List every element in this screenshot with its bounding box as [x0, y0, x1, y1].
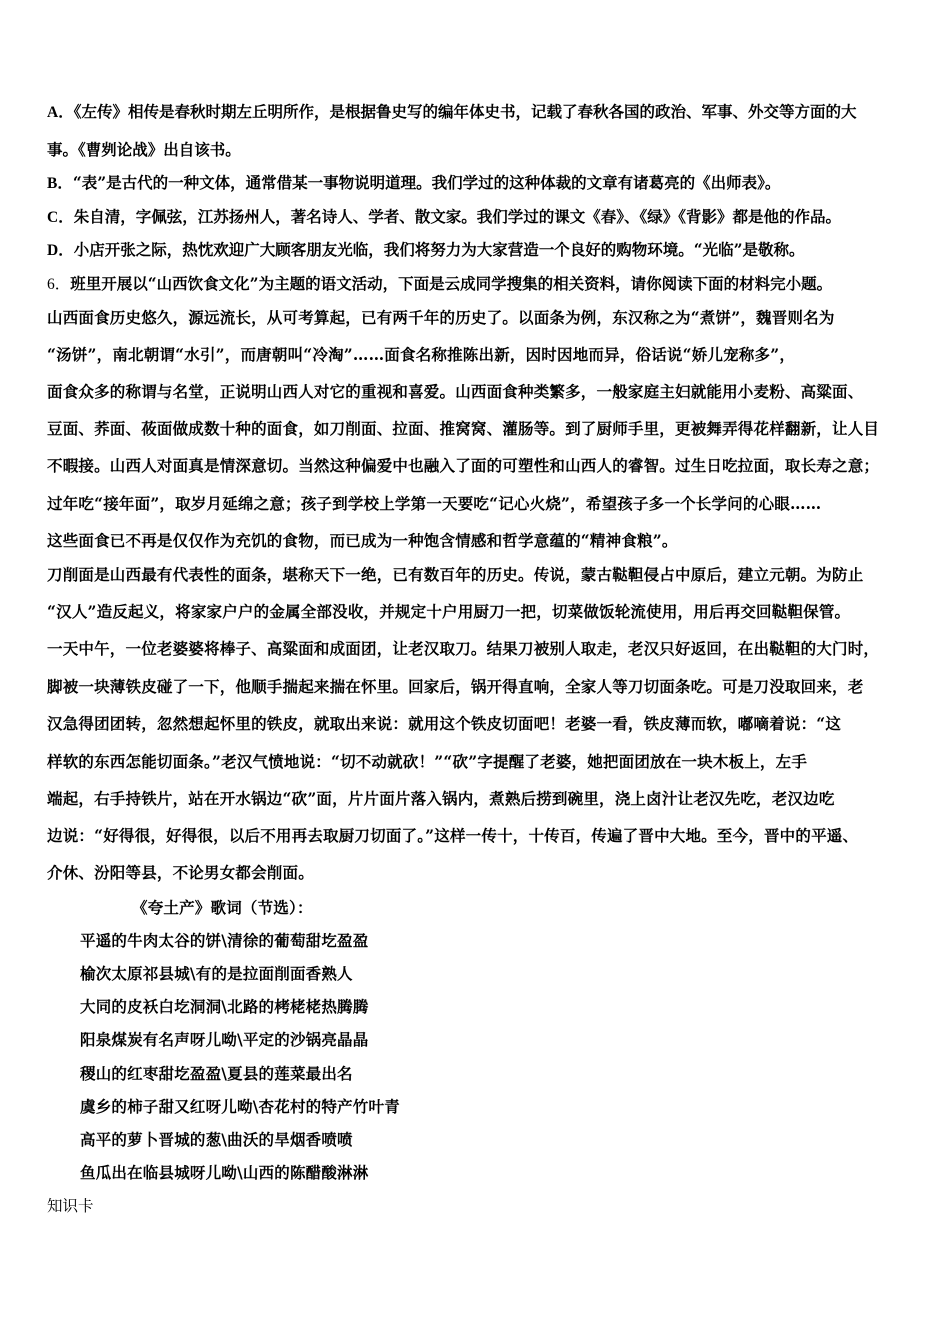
material-1-line: 山西面食历史悠久，源远流长，从可考算起，已有两千年的历史了。以面条为例，东汉称之为“煮饼”，魏晋则名为 — [47, 308, 835, 327]
lyrics-title: 《夸土产》歌词（节选）： — [132, 898, 313, 917]
option-b-text: “表”是古代的一种文体，通常借某一事物说明道理。我们学过的这种体裁的文章有诸葛亮的《出师表》。 — [72, 173, 781, 192]
question-6-number: 6． — [47, 276, 71, 293]
lyrics-line: 大同的皮袄白圪洞洞\北路的栲栳栳热腾腾 — [80, 997, 369, 1016]
lyrics-line: 鱼瓜出在临县城呀儿呦\山西的陈醋酸淋淋 — [80, 1163, 369, 1182]
option-a-line-2: 事。《曹刿论战》出自该书。 — [47, 140, 241, 159]
lyrics-line: 稷山的红枣甜圪盈盈\夏县的莲菜最出名 — [80, 1064, 353, 1083]
option-d — [47, 240, 917, 261]
option-a-line-1 — [47, 102, 917, 123]
lyrics-line: 阳泉煤炭有名声呀儿呦\平定的沙锅亮晶晶 — [80, 1030, 369, 1049]
option-d-text: 小店开张之际，热忱欢迎广大顾客朋友光临，我们将努力为大家营造一个良好的购物环境。“光临”是敬称。 — [73, 240, 805, 259]
material-2-line: 介休、汾阳等县，不论男女都会削面。 — [47, 863, 314, 882]
material-2-line: 一天中午，一位老婆婆将棒子、高粱面和成面团，让老汉取刀。结果刀被别人取走，老汉只好返回，在出鞑靼的大门时， — [47, 639, 880, 658]
option-c-text: 朱自清，字佩弦，江苏扬州人，著名诗人、学者、散文家。我们学过的课文《春》、《绿》《背影》都是他的作品。 — [73, 207, 841, 226]
material-2-line: 样软的东西怎能切面条。”老汉气愤地说：“切不动就砍！”“砍”字提醒了老婆，她把面团放在一块木板上，左手 — [47, 752, 808, 771]
lyrics-line: 高平的萝卜晋城的葱\曲沃的旱烟香喷喷 — [80, 1130, 353, 1149]
question-6 — [47, 274, 917, 295]
option-c — [47, 207, 917, 228]
option-b — [47, 173, 917, 194]
material-1-line: “汤饼”，南北朝谓“水引”，而唐朝叫“冷淘”……面食名称推陈出新，因时因地而异，俗话说“娇儿宠称多”， — [47, 345, 796, 364]
material-1-line: 面食众多的称谓与名堂，正说明山西人对它的重视和喜爱。山西面食种类繁多，一般家庭主妇就能用小麦粉、高粱面、 — [47, 382, 864, 401]
material-2-line: 边说：“好得很，好得很，以后不用再去取厨刀切面了。”这样一传十，十传百，传遍了晋中大地。至今，晋中的平遥、 — [47, 826, 859, 845]
option-b-label: B． — [47, 175, 73, 192]
material-2-line: 端起，右手持铁片，站在开水锅边“砍”面，片片面片落入锅内，煮熟后捞到碗里，浇上卤汁让老汉先吃，老汉边吃 — [47, 789, 835, 808]
lyrics-line: 虞乡的柿子甜又红呀儿呦\杏花村的特产竹叶青 — [80, 1097, 400, 1116]
knowledge-card-label: 知识卡 — [47, 1197, 94, 1215]
lyrics-line: 平遥的牛肉太谷的饼\清徐的葡萄甜圪盈盈 — [80, 931, 369, 950]
option-c-label: C． — [47, 209, 74, 226]
material-1-line: 这些面食已不再是仅仅作为充饥的食物，而已成为一种饱含情感和哲学意蕴的“精神食粮”。 — [47, 531, 678, 550]
lyrics-line: 榆次太原祁县城\有的是拉面削面香熟人 — [80, 964, 353, 983]
option-a-label: A． — [47, 104, 74, 121]
option-d-label: D． — [47, 242, 74, 259]
question-6-prompt: 班里开展以“山西饮食文化”为主题的语文活动，下面是云成同学搜集的相关资料，请你阅读下面的材料完小题。 — [70, 274, 833, 293]
material-1-line: 过年吃“接年面”，取岁月延绵之意；孩子到学校上学第一天要吃“记心火烧”，希望孩子多一个长学问的心眼…… — [47, 494, 822, 513]
option-a-text: 《左传》相传是春秋时期左丘明所作，是根据鲁史写的编年体史书，记载了春秋各国的政治、军事、外交等方面的大 — [73, 102, 857, 121]
material-2-line: “汉人”造反起义，将家家户户的金属全部没收，并规定十户用厨刀一把，切菜做饭轮流使用，用后再交回鞑靼保管。 — [47, 602, 851, 621]
material-1-line: 不暇接。山西人对面真是情深意切。当然这种偏爱中也融入了面的可塑性和山西人的睿智。过生日吃拉面，取长寿之意； — [47, 456, 880, 475]
material-2-line: 脚被一块薄铁皮碰了一下，他顺手揣起来揣在怀里。回家后，锅开得直响，全家人等刀切面条吃。可是刀没取回来，老 — [47, 677, 864, 696]
material-1-line: 豆面、荞面、莜面做成数十种的面食，如刀削面、拉面、推窝窝、灌肠等。到了厨师手里，更被舞弄得花样翻新，让人目 — [47, 419, 880, 438]
material-2-line: 刀削面是山西最有代表性的面条，堪称天下一绝，已有数百年的历史。传说，蒙古鞑靼侵占中原后，建立元朝。为防止 — [47, 565, 864, 584]
material-2-line: 汉急得团团转，忽然想起怀里的铁皮，就取出来说：就用这个铁皮切面吧！老婆一看，铁皮薄而软，嘟嘀着说：“这 — [47, 714, 842, 733]
